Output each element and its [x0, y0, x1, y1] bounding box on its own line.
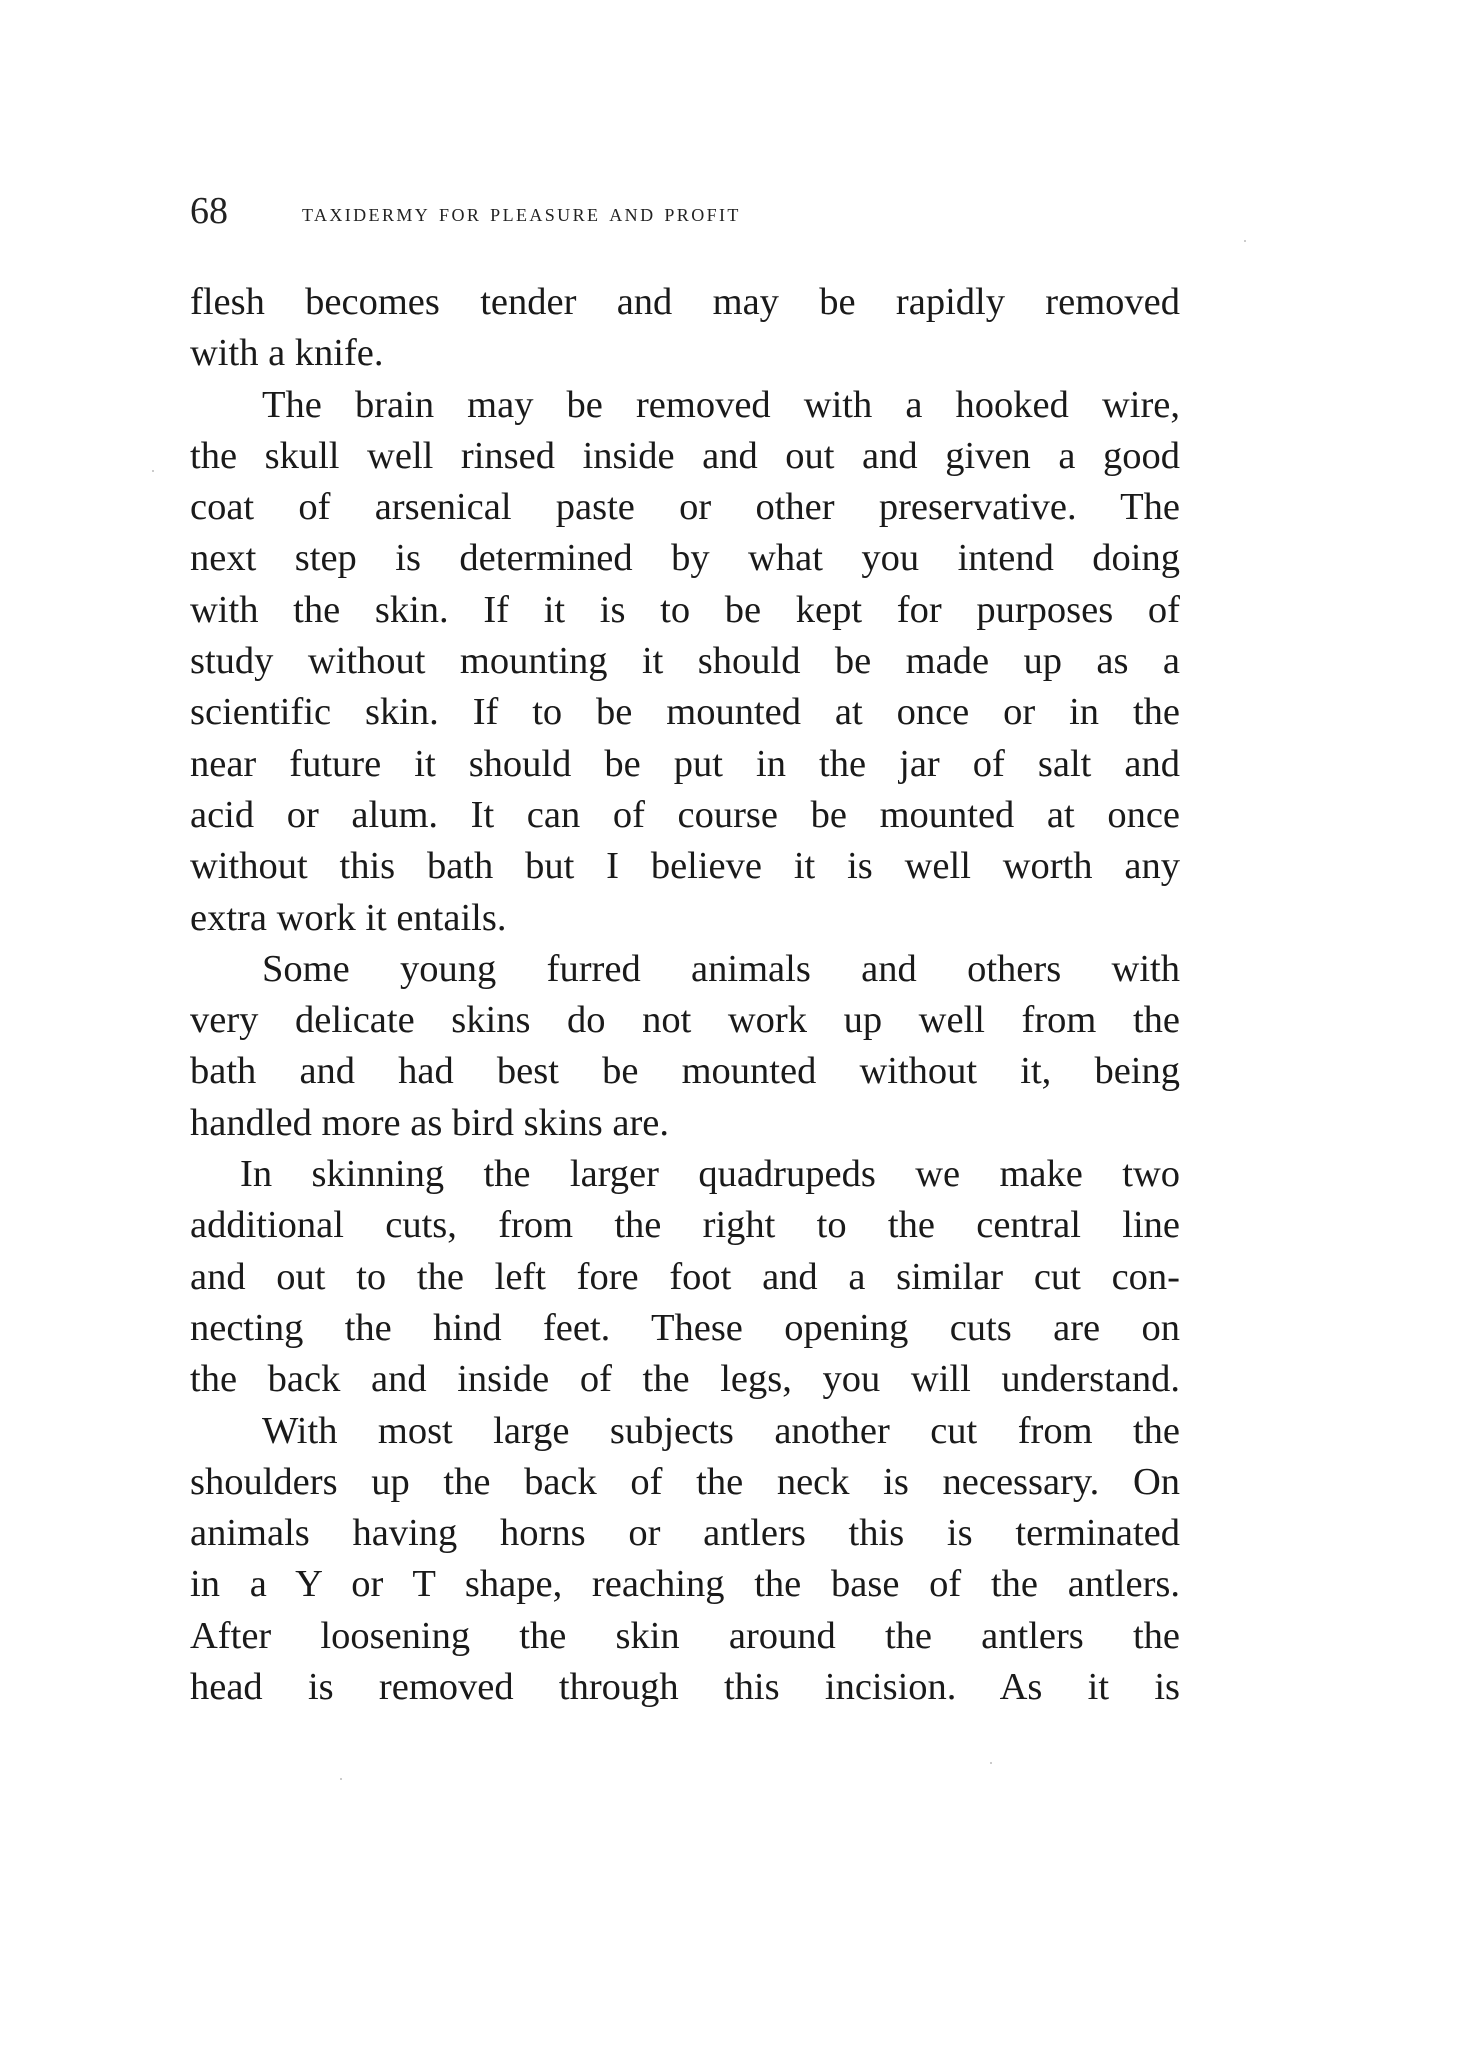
text-line: flesh becomes tender and may be rapidly removed [190, 281, 1180, 323]
text-line: handled more as bird skins are. [190, 1101, 669, 1144]
scan-speck [152, 470, 154, 472]
scan-speck [990, 1762, 992, 1764]
text-line: coat of arsenical paste or other preservative. The [190, 486, 1180, 529]
scan-speck [340, 1778, 342, 1780]
page-number: 68 [190, 190, 228, 232]
text-line: bath and had best be mounted without it, being [190, 1050, 1180, 1093]
text-line: study without mounting it should be made up as a [190, 640, 1180, 683]
text-line: additional cuts, from the right to the central line [190, 1204, 1180, 1247]
text-line: the back and inside of the legs, you will understand. [190, 1358, 1180, 1401]
text-line: next step is determined by what you intend doing [190, 537, 1180, 580]
running-head [190, 186, 1180, 236]
text-line: with the skin. If it is to be kept for purposes of [190, 588, 1180, 631]
text-line: In skinning the larger quadrupeds we make two [240, 1153, 1180, 1196]
running-title: taxidermy for pleasure and profit [302, 198, 741, 227]
text-line: without this bath but I believe it is well worth any [190, 845, 1180, 888]
text-line: animals having horns or antlers this is terminated [190, 1512, 1180, 1555]
text-line: scientific skin. If to be mounted at once or in the [190, 691, 1180, 734]
text-line: with a knife. [190, 332, 384, 375]
text-line: in a Y or T shape, reaching the base of the antlers. [190, 1563, 1180, 1606]
text-line: and out to the left fore foot and a similar cut con- [190, 1255, 1180, 1298]
text-line: With most large subjects another cut from the [262, 1409, 1180, 1452]
text-line: necting the hind feet. These opening cuts are on [190, 1306, 1180, 1349]
text-line: Some young furred animals and others with [262, 947, 1180, 990]
text-line: head is removed through this incision. As it is [190, 1666, 1180, 1709]
text-line: The brain may be removed with a hooked wire, [262, 383, 1180, 426]
text-line: very delicate skins do not work up well from the [190, 999, 1180, 1042]
body-text [190, 277, 1180, 1713]
text-line: acid or alum. It can of course be mounted at once [190, 793, 1180, 836]
text-line: near future it should be put in the jar of salt and [190, 742, 1180, 785]
scan-speck [1244, 240, 1246, 242]
text-line: extra work it entails. [190, 896, 507, 939]
text-line: shoulders up the back of the neck is necessary. On [190, 1460, 1180, 1503]
text-line: the skull well rinsed inside and out and given a good [190, 434, 1180, 477]
text-line: After loosening the skin around the antlers the [190, 1614, 1180, 1657]
